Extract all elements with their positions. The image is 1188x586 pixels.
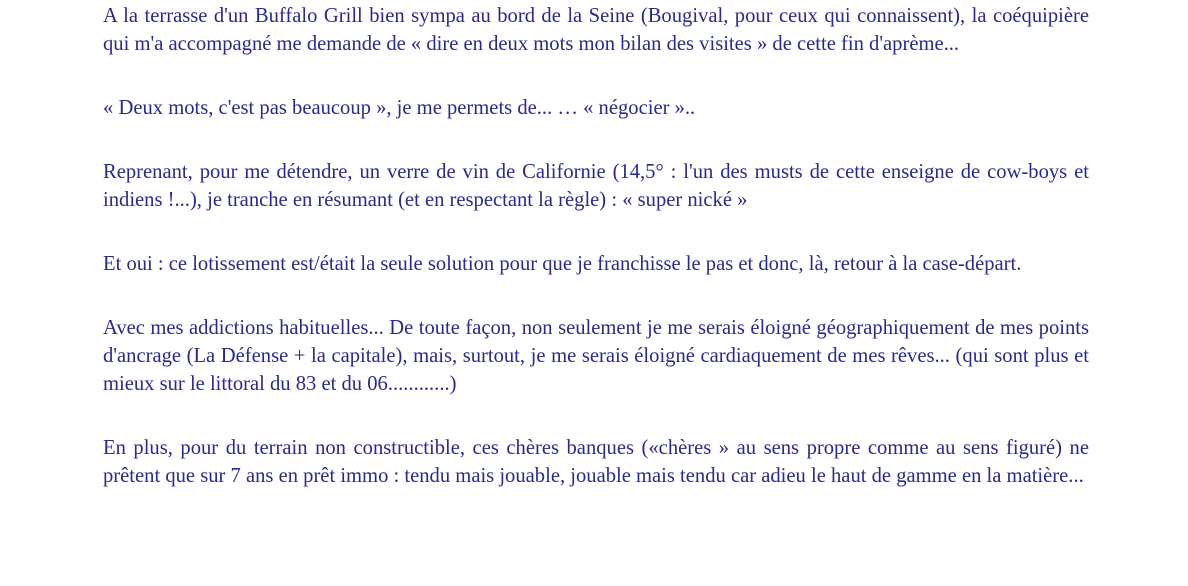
paragraph-lotissement: Et oui : ce lotissement est/était la seule solution pour que je franchisse le pas et donc, là, retour à la case-départ. xyxy=(103,253,1022,275)
paragraph-reprenant: Reprenant, pour me détendre, un verre de vin de Californie (14,5° : l'un des musts de cette enseigne de cow-boys et indiens !...), je tranche en résumant (et en respectant la règle) : « super nické » xyxy=(103,161,1089,211)
document-body xyxy=(103,2,1089,490)
paragraph-addictions: Avec mes addictions habituelles... De toute façon, non seulement je me serais éloigné géographiquement de mes points d'ancrage (La Défense + la capitale), mais, surtout, je me serais éloigné cardiaquement de mes rêves... (qui sont plus et mieux sur le littoral du 83 et du 06............) xyxy=(103,317,1089,395)
paragraph-terrasse: A la terrasse d'un Buffalo Grill bien sympa au bord de la Seine (Bougival, pour ceux qui connaissent), la coéquipière qui m'a accompagné me demande de « dire en deux mots mon bilan des visites » de cette fin d'aprème... xyxy=(103,5,1089,55)
paragraph-deux-mots: « Deux mots, c'est pas beaucoup », je me permets de... … « négocier ».. xyxy=(103,97,696,119)
paragraph-banques: En plus, pour du terrain non constructible, ces chères banques («chères » au sens propre comme au sens figuré) ne prêtent que sur 7 ans en prêt immo : tendu mais jouable, jouable mais tendu car adieu le haut de gamme en la matière... xyxy=(103,437,1089,487)
